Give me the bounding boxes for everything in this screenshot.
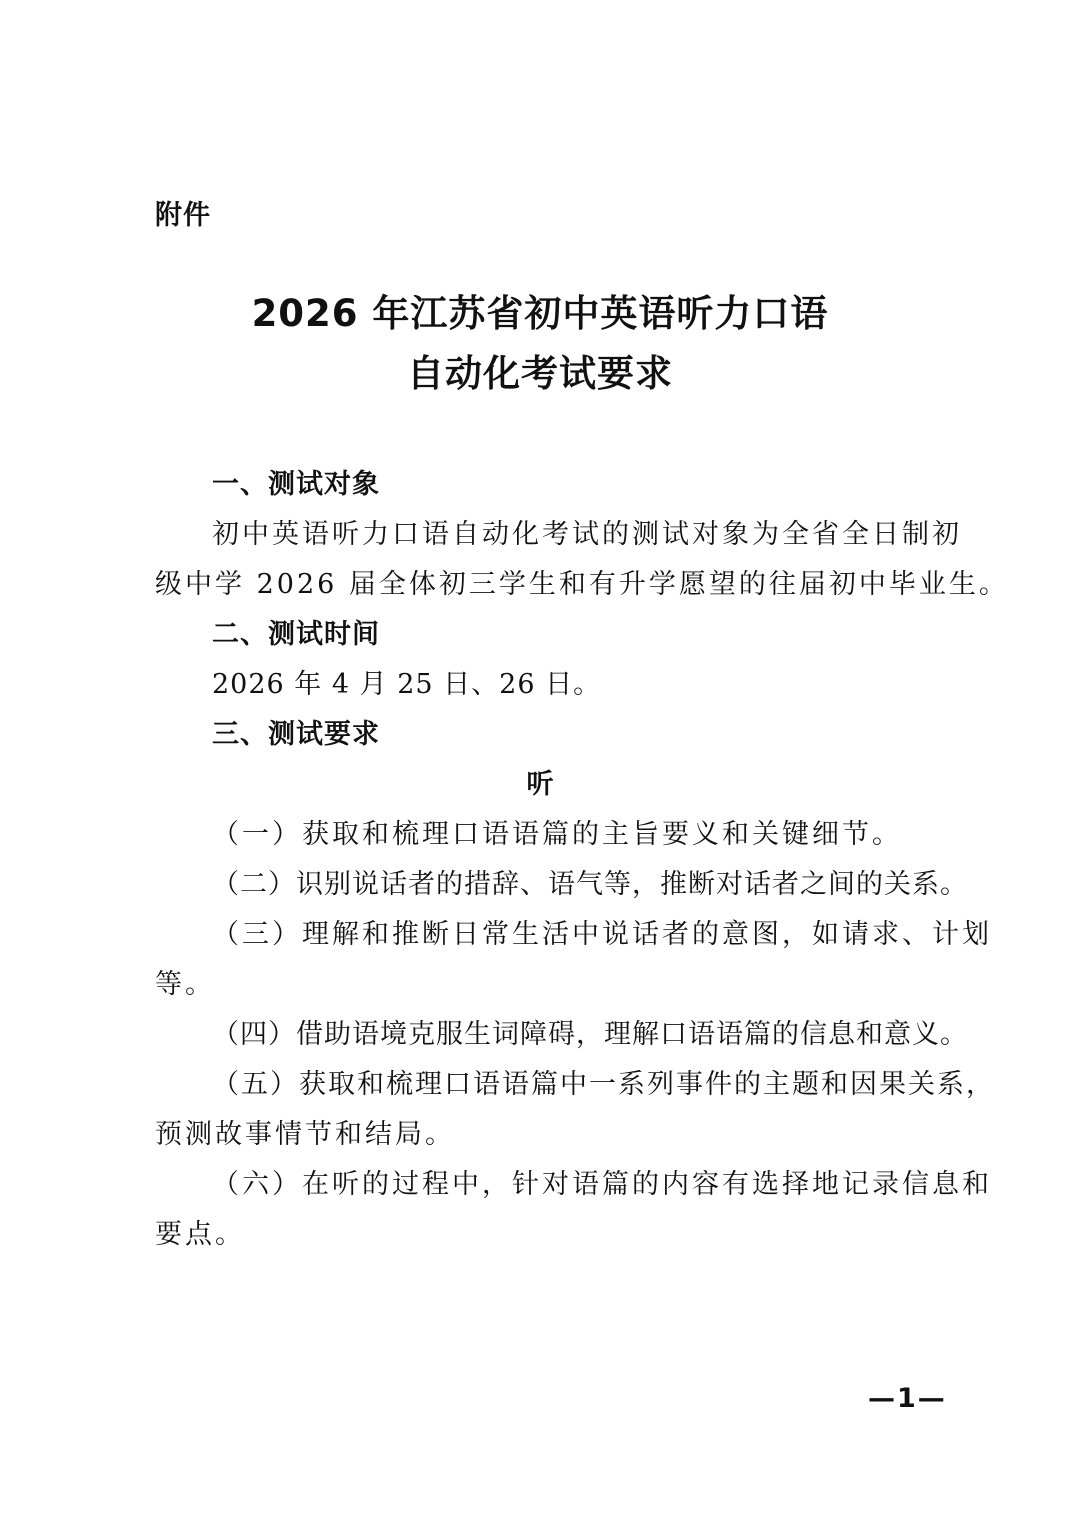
requirement-item-1: （一）获取和梳理口语语篇的主旨要义和关键细节。	[212, 819, 902, 850]
requirement-item-5: （五）获取和梳理口语语篇中一系列事件的主题和因果关系，	[212, 1069, 995, 1100]
requirement-item-3: （三）理解和推断日常生活中说话者的意图，如请求、计划	[212, 919, 992, 950]
document-title-line-2: 自动化考试要求	[407, 352, 673, 395]
requirement-item-6: （六）在听的过程中，针对语篇的内容有选择地记录信息和	[212, 1169, 992, 1200]
requirement-item-5-continued: 预测故事情节和结局。	[155, 1119, 455, 1150]
requirement-item-4: （四）借助语境克服生词障碍，理解口语语篇的信息和意义。	[212, 1019, 968, 1050]
document-title-line-1: 2026 年江苏省初中英语听力口语	[251, 292, 829, 335]
section-heading-test-time: 二、测试时间	[212, 619, 380, 650]
page-number: —1—	[868, 1383, 947, 1414]
requirement-item-3-continued: 等。	[155, 969, 215, 1000]
paragraph-line: 级中学 2026 届全体初三学生和有升学愿望的往届初中毕业生。	[155, 569, 1009, 600]
test-date-text: 2026 年 4 月 25 日、26 日。	[212, 669, 602, 700]
attachment-label: 附件	[155, 200, 211, 231]
section-heading-test-requirements: 三、测试要求	[212, 719, 380, 750]
requirement-item-2: （二）识别说话者的措辞、语气等，推断对话者之间的关系。	[212, 869, 968, 900]
paragraph-line: 初中英语听力口语自动化考试的测试对象为全省全日制初	[212, 519, 962, 550]
subheading-listening: 听	[526, 769, 554, 800]
section-heading-test-subjects: 一、测试对象	[212, 469, 380, 500]
requirement-item-6-continued: 要点。	[155, 1219, 245, 1250]
